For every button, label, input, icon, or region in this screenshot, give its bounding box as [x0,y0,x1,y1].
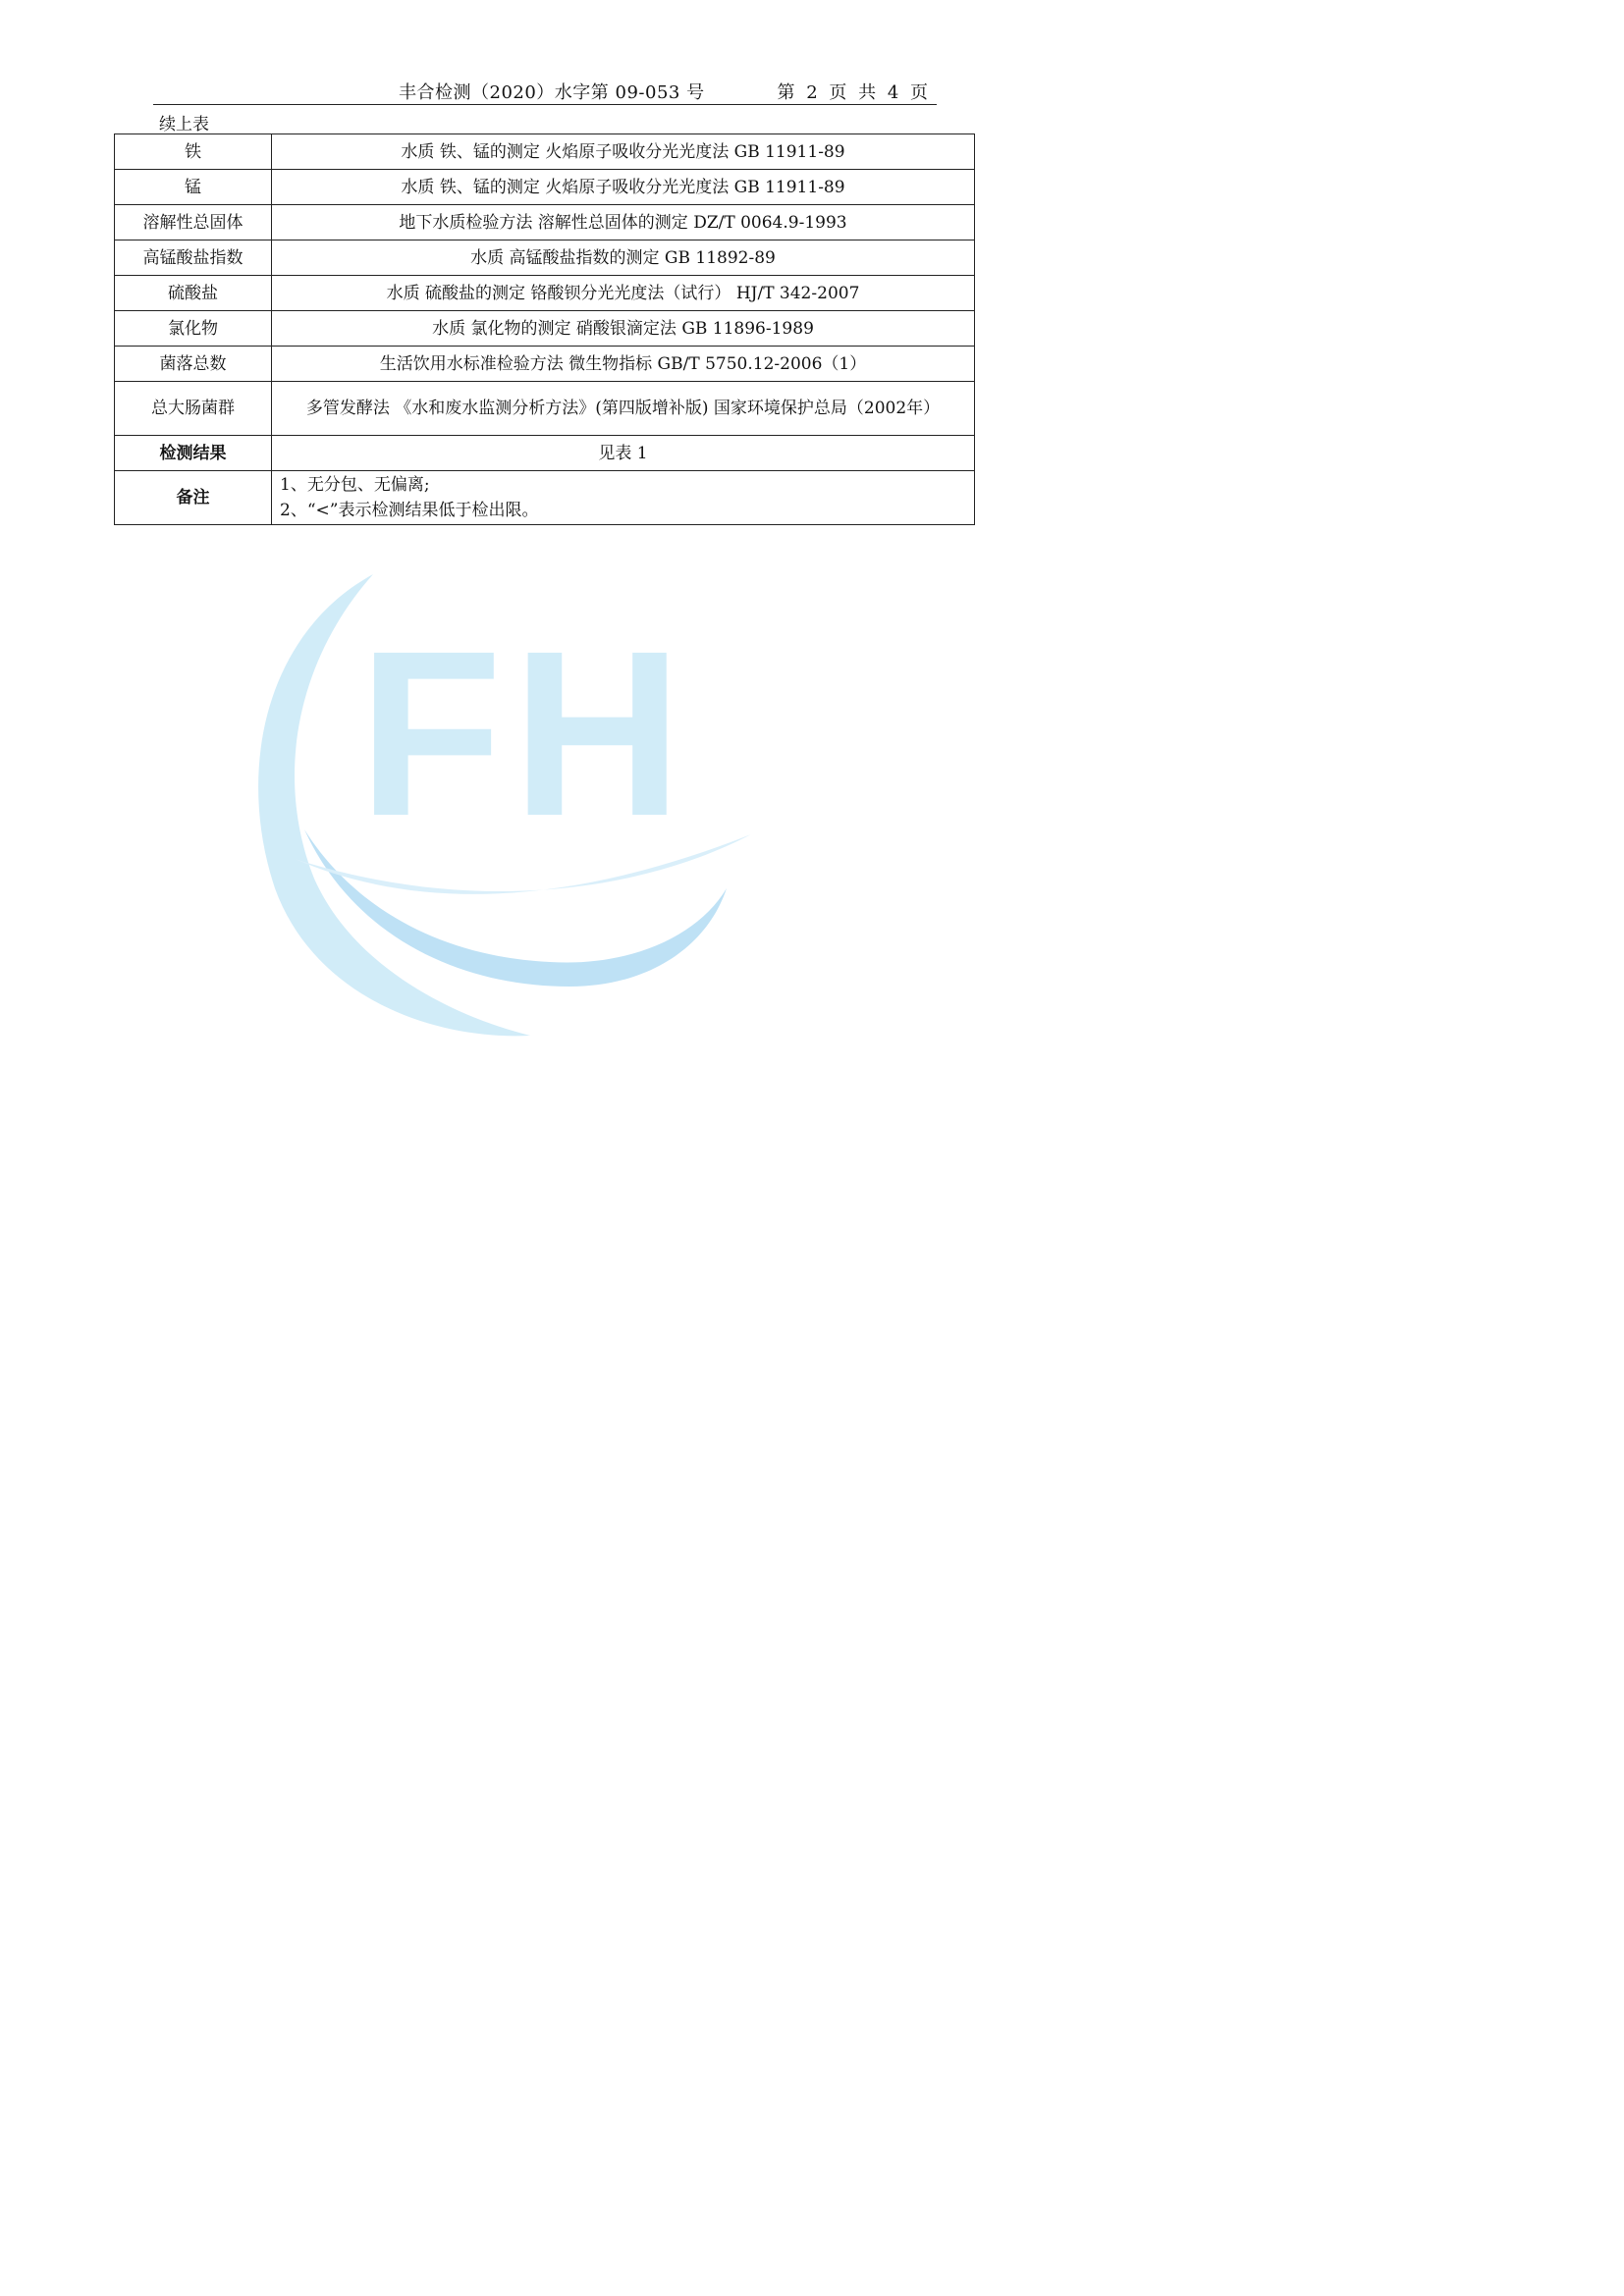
remarks-content [272,471,975,525]
method-cell: 地下水质检验方法 溶解性总固体的测定 DZ/T 0064.9-1993 [272,205,975,240]
table-row [115,311,975,347]
table-row [115,205,975,240]
table-row [115,134,975,170]
report-number: 丰合检测（2020）水字第 09-053 号 [399,82,705,103]
method-cell: 水质 硫酸盐的测定 铬酸钡分光光度法（试行） HJ/T 342-2007 [272,276,975,311]
result-value: 见表 1 [272,436,975,471]
item-cell: 氯化物 [115,311,272,347]
table-row [115,276,975,311]
continued-label: 续上表 [159,115,209,134]
item-cell: 硫酸盐 [115,276,272,311]
item-cell: 铁 [115,134,272,170]
method-cell: 水质 氯化物的测定 硝酸银滴定法 GB 11896-1989 [272,311,975,347]
item-cell: 锰 [115,170,272,205]
result-row [115,436,975,471]
table-row [115,382,975,436]
method-cell: 水质 铁、锰的测定 火焰原子吸收分光光度法 GB 11911-89 [272,170,975,205]
page-indicator: 第 2 页 共 4 页 [777,82,931,103]
logo-letters: FH [358,602,692,865]
table-row [115,240,975,276]
method-cell: 生活饮用水标准检验方法 微生物指标 GB/T 5750.12-2006（1） [272,347,975,382]
remarks-label: 备注 [115,471,272,525]
remarks-row [115,471,975,525]
table-row [115,347,975,382]
item-cell: 总大肠菌群 [115,382,272,436]
result-label: 检测结果 [115,436,272,471]
item-cell: 高锰酸盐指数 [115,240,272,276]
item-cell: 菌落总数 [115,347,272,382]
item-cell: 溶解性总固体 [115,205,272,240]
method-cell: 水质 铁、锰的测定 火焰原子吸收分光光度法 GB 11911-89 [272,134,975,170]
table-row [115,170,975,205]
remark-line: 1、无分包、无偏离; [280,475,430,495]
company-watermark-logo [236,564,766,1045]
methods-table [114,133,975,525]
remark-line: 2、“<”表示检测结果低于检出限。 [280,501,539,520]
method-cell: 多管发酵法 《水和废水监测分析方法》(第四版增补版) 国家环境保护总局（2002年） [272,382,975,436]
method-cell: 水质 高锰酸盐指数的测定 GB 11892-89 [272,240,975,276]
page-header [153,77,937,105]
